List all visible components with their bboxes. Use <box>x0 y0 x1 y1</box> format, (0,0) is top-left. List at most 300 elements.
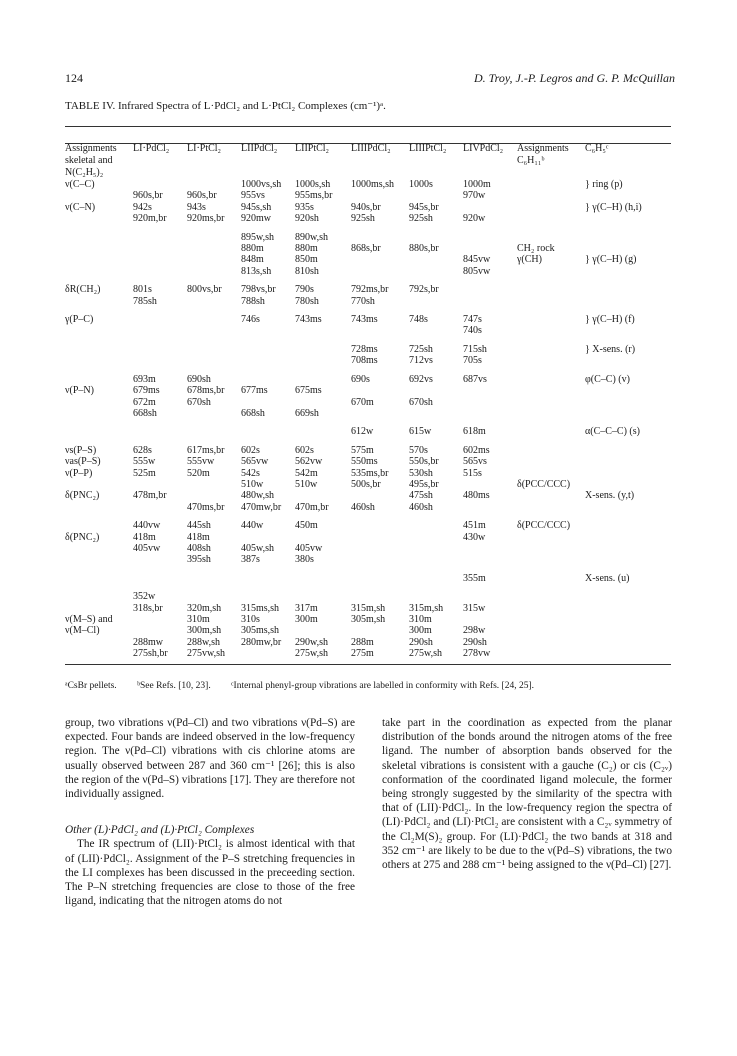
table-cell <box>407 554 461 565</box>
table-cell: 405vw <box>133 542 161 554</box>
table-cell <box>349 385 407 396</box>
table-cell: 743ms <box>351 314 378 326</box>
table-cell: 943s <box>187 201 206 213</box>
table-cell: 542s <box>241 467 260 479</box>
table-row <box>65 554 671 565</box>
table-cell <box>461 277 515 295</box>
table-cell <box>461 502 515 513</box>
table-cell <box>131 502 185 513</box>
table-cell <box>407 566 461 584</box>
table-cell: 480ms <box>463 490 490 502</box>
table-row <box>65 543 671 554</box>
assignment-cell <box>65 648 131 659</box>
table-row <box>65 397 671 408</box>
assignment-cell: δR(CH₂) <box>65 284 101 296</box>
table-row <box>65 584 671 602</box>
table-cell <box>515 566 583 584</box>
table-cell: 970w <box>463 190 486 202</box>
table-cell <box>131 225 185 243</box>
table-cell: 602s <box>241 444 260 456</box>
table-top-rule <box>65 126 671 127</box>
table-bottom-rule <box>65 664 671 665</box>
table-cell <box>349 584 407 602</box>
table-cell: 960s,br <box>187 190 217 202</box>
table-cell <box>583 648 671 659</box>
table-cell <box>583 296 671 307</box>
table-cell: 810sh <box>295 265 319 277</box>
table-cell <box>461 397 515 408</box>
table-cell: 813s,sh <box>241 265 272 277</box>
table-cell <box>349 266 407 277</box>
table-cell: 920sh <box>295 213 319 225</box>
table-row <box>65 614 671 625</box>
table-cell <box>185 179 239 190</box>
table-cell <box>349 532 407 543</box>
table-cell <box>349 325 407 336</box>
table-cell: 310m <box>187 614 210 625</box>
table-cell: X-sens. (u) <box>585 572 630 584</box>
table-cell: 895w,sh <box>241 231 274 243</box>
table-cell: 550s,br <box>409 456 439 468</box>
table-row <box>65 190 671 201</box>
table-cell <box>239 419 293 437</box>
table-cell <box>349 490 407 501</box>
table-cell <box>583 502 671 513</box>
table-cell: 405vw <box>295 542 323 554</box>
footnote-b: ᵇSee Refs. [10, 23]. <box>137 681 211 691</box>
table-cell <box>185 566 239 584</box>
assignment-cell <box>65 397 131 408</box>
table-row <box>65 456 671 467</box>
table-cell <box>583 554 671 565</box>
table-cell: 690s <box>351 373 370 385</box>
table-cell: 500s,br <box>351 478 381 490</box>
table-cell: 740s <box>463 325 482 337</box>
assignment-cell <box>65 243 131 254</box>
assignment-cell <box>65 502 131 513</box>
table-row <box>65 468 671 479</box>
table-cell: 792s,br <box>409 284 439 296</box>
assignment-cell: ν(P–P) <box>65 467 93 479</box>
table-cell <box>293 325 349 336</box>
assignment-cell: ν(P–N) <box>65 385 94 397</box>
assignment-cell <box>65 367 131 385</box>
table-cell: 920m,br <box>133 213 167 225</box>
assignment-cell: νas(P–S) <box>65 456 101 468</box>
table-cell: 480w,sh <box>241 490 274 502</box>
table-cell: 565vw <box>241 456 269 468</box>
table-cell <box>583 456 671 467</box>
assignment-cell <box>65 190 131 201</box>
header-li-pdcl2: LI·PdCl₂ <box>133 143 170 154</box>
table-cell <box>185 254 239 265</box>
table-cell <box>293 419 349 437</box>
table-cell: 275w,sh <box>409 648 442 660</box>
table-cell: 1000m <box>463 179 491 190</box>
paragraph: take part in the coordination as expected from the planar distribution of the bonds around the nitrogen atoms of the free ligand. The number of absorption bands observed for the skeletal vibrations is consistent with a gauche (C₂) or cis (C₂ᵥ) conformation of the coordinated ligand molecule, the former being strongly suggested by the similarity of the spectra with that of (LII)·PdCl₂. In the low-frequency region the spectra of (LI)·PdCl₂ and (LI)·PtCl₂ are consistent with a C₂ᵥ symmetry of the Cl₂M(S)₂ group. For (LI)·PdCl₂ the two bands at 318 and 352 cm⁻¹ are likely to be due to the ν(Pd–S) vibrations, the two others at 275 and 288 cm⁻¹ being assigned to the ν(Pd–Cl) [27]. <box>382 717 672 872</box>
table-cell: 288m <box>351 636 374 648</box>
table-cell <box>583 468 671 479</box>
table-cell <box>461 479 515 490</box>
table-cell: 535ms,br <box>351 467 389 479</box>
header-c6h5: C₆H₅ᶜ <box>585 143 609 154</box>
table-cell: 515s <box>463 467 482 479</box>
footnote-a: ᵃCsBr pellets. <box>65 681 117 691</box>
table-cell <box>515 367 583 385</box>
table-cell: 880m <box>241 243 264 255</box>
table-cell <box>131 355 185 366</box>
table-cell: 868s,br <box>351 243 381 255</box>
table-cell: 525m <box>133 467 156 479</box>
table-cell: 430w <box>463 531 486 543</box>
table-cell <box>349 190 407 201</box>
table-cell: 890w,sh <box>295 231 328 243</box>
table-cell <box>515 397 583 408</box>
table-cell <box>583 225 671 243</box>
table-cell <box>349 543 407 554</box>
table-cell: 612w <box>351 426 374 438</box>
table-cell: 792ms,br <box>351 284 389 296</box>
assignment-cell: δ(PNC₂) <box>65 490 100 502</box>
table-cell <box>515 325 583 336</box>
table-cell <box>515 554 583 565</box>
table-cell: 380s <box>295 554 314 566</box>
table-cell <box>583 355 671 366</box>
table-cell: 679ms <box>133 385 160 397</box>
table-cell: 275m <box>351 648 374 660</box>
table-cell <box>583 385 671 396</box>
table-cell: 395sh <box>187 554 211 566</box>
table-cell: 305ms,sh <box>241 625 280 637</box>
table-cell <box>461 614 515 625</box>
table-cell: 617ms,br <box>187 444 225 456</box>
table-cell <box>583 625 671 636</box>
table-cell <box>461 408 515 419</box>
assignment-cell: γ(P–C) <box>65 314 94 326</box>
table-cell <box>293 490 349 501</box>
table-row <box>65 254 671 265</box>
table-cell: 290w,sh <box>295 636 328 648</box>
table-cell <box>349 554 407 565</box>
table-cell <box>407 296 461 307</box>
table-cell: 850m <box>295 254 318 266</box>
table-cell: 602s <box>295 444 314 456</box>
page-number: 124 <box>65 71 83 85</box>
table-cell: 668sh <box>241 407 265 419</box>
assignment-cell: νs(P–S) <box>65 444 97 456</box>
assignment-cell <box>65 408 131 419</box>
running-head: D. Troy, J.-P. Legros and G. P. McQuillan <box>473 71 675 85</box>
ir-spectra-table <box>65 143 671 660</box>
table-row <box>65 532 671 543</box>
table-cell: 705s <box>463 355 482 367</box>
table-cell: 450m <box>295 520 318 532</box>
table-cell <box>515 277 583 295</box>
table-cell: 275vw,sh <box>187 648 225 660</box>
table-cell: 712vs <box>409 355 433 367</box>
table-cell: 670sh <box>187 396 211 408</box>
table-cell <box>461 584 515 602</box>
table-cell: 669sh <box>295 407 319 419</box>
table-cell: 945s,br <box>409 201 439 213</box>
table-row <box>65 385 671 396</box>
header-assignments-c6h11: Assignments C₆H₁₁ᵇ <box>517 143 569 166</box>
table-cell: 628s <box>133 444 152 456</box>
table-cell <box>583 614 671 625</box>
table-cell: 315w <box>463 602 486 614</box>
table-cell <box>515 438 583 456</box>
table-cell: 300m,sh <box>187 625 222 637</box>
table-cell: 925sh <box>409 213 433 225</box>
table-cell <box>583 513 671 531</box>
table-cell <box>131 554 185 565</box>
table-cell: δ(PCC/CCC) <box>517 478 571 490</box>
table-row <box>65 225 671 243</box>
table-cell: 470m,br <box>295 501 329 513</box>
table-cell: 315m,sh <box>351 602 386 614</box>
table-cell: 562vw <box>295 456 323 468</box>
table-row <box>65 625 671 636</box>
table-cell: 550ms <box>351 456 378 468</box>
table-row <box>65 202 671 213</box>
header-lii-pdcl2: LIIPdCl₂ <box>241 143 278 154</box>
table-cell <box>131 254 185 265</box>
assignment-cell <box>65 479 131 490</box>
table-body <box>65 179 671 660</box>
table-cell: 800vs,br <box>187 284 222 296</box>
assignment-cell <box>65 355 131 366</box>
assignment-cell <box>65 543 131 554</box>
table-cell: 530sh <box>409 467 433 479</box>
table-cell: 418m <box>133 531 156 543</box>
table-cell <box>461 554 515 565</box>
body-column-right <box>382 716 672 872</box>
table-cell: 355m <box>463 572 486 584</box>
table-cell: 715sh <box>463 343 487 355</box>
table-cell: } γ(C–H) (g) <box>585 254 637 266</box>
paragraph: The IR spectrum of (LII)·PtCl₂ is almost identical with that of (LII)·PdCl₂. Assignment of the P–S stretching frequencies in the LI complexes has been discussed in the preceeding section. The P–N stretching frequencies are close to those of the free ligand, indicating that the nitrogen atoms do not <box>65 838 355 908</box>
table-cell: 960s,br <box>133 190 163 202</box>
table-cell <box>349 513 407 531</box>
table-cell: 920mw <box>241 213 271 225</box>
table-cell: 848m <box>241 254 264 266</box>
table-cell <box>583 213 671 224</box>
table-cell: 920ms,br <box>187 213 225 225</box>
table-cell: 668sh <box>133 407 157 419</box>
table-cell <box>185 325 239 336</box>
table-cell: 880m <box>295 243 318 255</box>
table-cell: CH₂ rock <box>517 243 555 255</box>
table-cell <box>583 408 671 419</box>
table-cell <box>515 637 583 648</box>
table-cell: 310s <box>241 614 260 625</box>
table-cell <box>515 456 583 467</box>
table-cell: 728ms <box>351 343 378 355</box>
table-cell: 785sh <box>133 295 157 307</box>
header-liii-ptcl2: LIIIPtCl₂ <box>409 143 447 154</box>
table-cell <box>349 254 407 265</box>
table-cell: } X-sens. (r) <box>585 343 636 355</box>
table-cell: } ring (p) <box>585 179 623 190</box>
table-cell: 693m <box>133 373 156 385</box>
table-row <box>65 307 671 325</box>
table-cell: 278vw <box>463 648 491 660</box>
table-row <box>65 243 671 254</box>
table-cell <box>239 397 293 408</box>
assignment-cell <box>65 225 131 243</box>
table-cell <box>515 532 583 543</box>
table-cell: 602ms <box>463 444 490 456</box>
assignment-cell: δ(PNC₂) <box>65 531 100 543</box>
table-row <box>65 637 671 648</box>
table-cell: 570s <box>409 444 428 456</box>
table-cell: 288w,sh <box>187 636 220 648</box>
header-lii-ptcl2: LIIPtCl₂ <box>295 143 330 154</box>
assignment-cell <box>65 554 131 565</box>
table-cell: 445sh <box>187 520 211 532</box>
table-cell: 955vs <box>241 190 265 202</box>
table-cell: 275sh,br <box>133 648 168 660</box>
table-cell: 408sh <box>187 542 211 554</box>
assignment-cell <box>65 513 131 531</box>
table-cell <box>461 296 515 307</box>
table-cell <box>293 367 349 385</box>
table-cell <box>185 296 239 307</box>
assignment-cell: ν(C–C) <box>65 179 95 190</box>
table-cell: 675ms <box>295 385 322 397</box>
table-cell: α(C–C–C) (s) <box>585 426 640 438</box>
table-cell: 743ms <box>295 314 322 326</box>
table-cell <box>583 190 671 201</box>
assignment-cell: ν(C–N) <box>65 201 96 213</box>
table-row <box>65 367 671 385</box>
table-cell <box>583 325 671 336</box>
table-cell <box>461 385 515 396</box>
table-cell <box>185 419 239 437</box>
table-cell: γ(CH) <box>517 254 542 266</box>
table-cell <box>407 190 461 201</box>
table-cell: 478m,br <box>133 490 167 502</box>
table-cell <box>461 225 515 243</box>
table-cell <box>407 325 461 336</box>
table-row <box>65 179 671 190</box>
table-cell: 298w <box>463 625 486 637</box>
table-cell <box>515 266 583 277</box>
table-cell: 310m <box>409 614 432 625</box>
table-cell <box>515 625 583 636</box>
table-row <box>65 479 671 490</box>
table-row <box>65 296 671 307</box>
assignment-cell <box>65 584 131 602</box>
paragraph: group, two vibrations ν(Pd–Cl) and two vibrations ν(Pd–S) are expected. Four bands are indeed observed in the low-frequency region. The ν(Pd–Cl) vibrations with cis chlorine atoms are usually observed between 287 and 360 cm⁻¹ [26]; this is also the region of the ν(Pd–S) vibrations [17]. They are therefore not individually assigned. <box>65 717 355 801</box>
table-cell <box>515 179 583 190</box>
table-cell: 670sh <box>409 396 433 408</box>
table-cell: 940s,br <box>351 201 381 213</box>
table-cell: 670m <box>351 396 374 408</box>
table-cell <box>583 438 671 456</box>
table-cell <box>131 179 185 190</box>
assignment-cell <box>65 254 131 265</box>
table-cell <box>239 566 293 584</box>
table-row <box>65 490 671 501</box>
table-cell: 1000vs,sh <box>241 179 282 190</box>
table-cell <box>515 490 583 501</box>
table-cell: 748s <box>409 314 428 326</box>
table-cell <box>185 337 239 355</box>
table-row <box>65 566 671 584</box>
table-cell <box>293 337 349 355</box>
table-row <box>65 603 671 614</box>
table-cell <box>185 266 239 277</box>
header-li-ptcl2: LI·PtCl₂ <box>187 143 222 154</box>
table-cell <box>407 532 461 543</box>
table-row <box>65 502 671 513</box>
table-cell <box>131 337 185 355</box>
table-cell: 318s,br <box>133 602 163 614</box>
table-cell: 280mw,br <box>241 636 282 648</box>
table-header-row <box>65 143 671 179</box>
table-cell: φ(C–C) (v) <box>585 373 630 385</box>
table-cell <box>583 532 671 543</box>
table-cell <box>515 202 583 213</box>
body-column-left <box>65 716 355 908</box>
table-cell <box>293 584 349 602</box>
table-cell: } γ(C–H) (h,i) <box>585 201 642 213</box>
table-cell <box>239 355 293 366</box>
table-cell <box>185 584 239 602</box>
table-cell <box>293 625 349 636</box>
table-cell <box>349 408 407 419</box>
table-cell <box>515 648 583 659</box>
table-cell: δ(PCC/CCC) <box>517 520 571 532</box>
table-row <box>65 355 671 366</box>
table-cell: 955ms,br <box>295 190 333 202</box>
table-cell: 942s <box>133 201 152 213</box>
table-cell: 475sh <box>409 490 433 502</box>
table-cell <box>239 532 293 543</box>
table-cell: 555vw <box>187 456 215 468</box>
table-cell <box>131 266 185 277</box>
table-cell <box>131 307 185 325</box>
header-liv-pdcl2: LIVPdCl₂ <box>463 143 504 154</box>
table-cell: 470mw,br <box>241 501 282 513</box>
table-row <box>65 513 671 531</box>
table-cell <box>185 408 239 419</box>
table-cell <box>185 355 239 366</box>
table-cell <box>583 397 671 408</box>
table-cell: 510w <box>295 478 318 490</box>
table-cell: 451m <box>463 520 486 532</box>
table-cell <box>583 637 671 648</box>
table-cell: 575m <box>351 444 374 456</box>
table-header-rule <box>65 143 671 144</box>
table-cell: 935s <box>295 201 314 213</box>
table-cell <box>461 202 515 213</box>
table-cell <box>407 266 461 277</box>
table-cell <box>515 614 583 625</box>
table-cell: 845vw <box>463 254 491 266</box>
assignment-cell <box>65 296 131 307</box>
assignment-cell <box>65 419 131 437</box>
table-cell <box>515 385 583 396</box>
table-cell: } γ(C–H) (f) <box>585 314 635 326</box>
table-cell <box>515 468 583 479</box>
table-cell: 542m <box>295 467 318 479</box>
table-cell <box>239 367 293 385</box>
table-cell <box>185 243 239 254</box>
table-row <box>65 277 671 295</box>
table-row <box>65 438 671 456</box>
